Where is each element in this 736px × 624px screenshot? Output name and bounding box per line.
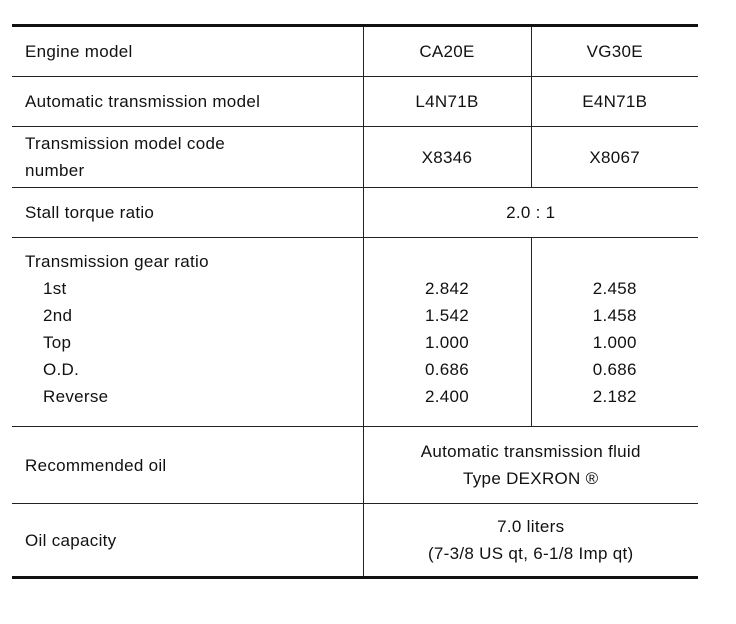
transmission-spec-table: [12, 24, 698, 579]
gear-ratio-title: Transmission gear ratio: [25, 252, 209, 271]
model-code-row: [12, 127, 698, 188]
model-code-label: [12, 127, 363, 188]
recommended-oil-label: Recommended oil: [12, 427, 363, 504]
gear-ratio-row: [12, 238, 698, 427]
model-code-vg: X8067: [531, 127, 698, 188]
engine-model-row: [12, 26, 698, 77]
recommended-oil-line2: Type DEXRON ®: [463, 469, 599, 488]
model-code-label-line2: number: [25, 161, 85, 180]
gear-label: 2nd: [43, 306, 73, 325]
oil-capacity-row: [12, 504, 698, 578]
engine-model-label: Engine model: [25, 42, 133, 61]
stall-torque-value: 2.0 : 1: [363, 188, 698, 238]
oil-capacity-line2: (7-3/8 US qt, 6-1/8 Imp qt): [427, 544, 634, 563]
gear-label: Reverse: [43, 387, 109, 406]
gear-label: 1st: [43, 279, 67, 298]
stall-torque-label: Stall torque ratio: [12, 188, 363, 238]
model-code-label-line1: Transmission model code: [25, 134, 225, 153]
gear-value: 1.542: [424, 306, 470, 325]
gear-label: O.D.: [43, 360, 80, 379]
gear-value: 1.458: [592, 306, 637, 325]
engine-model-vg: VG30E: [531, 26, 698, 77]
stall-torque-row: [12, 188, 698, 238]
gear-value: 1.000: [592, 333, 637, 352]
model-code-ca: X8346: [363, 127, 531, 188]
gear-ratio-ca: [363, 238, 531, 427]
gear-value: 2.842: [424, 279, 470, 298]
oil-capacity-line1: 7.0 liters: [497, 517, 565, 536]
recommended-oil-line1: Automatic transmission fluid: [420, 442, 641, 461]
oil-capacity-value: [363, 504, 698, 578]
gear-value: 2.182: [592, 387, 637, 406]
gear-ratio-labels: [12, 238, 363, 427]
atm-model-row: [12, 77, 698, 127]
gear-value: 1.000: [424, 333, 470, 352]
recommended-oil-value: [363, 427, 698, 504]
gear-label: Top: [43, 333, 72, 352]
gear-value: 0.686: [424, 360, 470, 379]
gear-value: 0.686: [592, 360, 637, 379]
atm-model-vg: E4N71B: [531, 77, 698, 127]
atm-model-ca: L4N71B: [363, 77, 531, 127]
gear-value: 2.458: [592, 279, 637, 298]
atm-model-label: Automatic transmission model: [12, 77, 363, 127]
oil-capacity-label: Oil capacity: [12, 504, 363, 578]
recommended-oil-row: [12, 427, 698, 504]
gear-ratio-vg: [531, 238, 698, 427]
gear-value: 2.400: [424, 387, 470, 406]
engine-model-ca: CA20E: [363, 26, 531, 77]
